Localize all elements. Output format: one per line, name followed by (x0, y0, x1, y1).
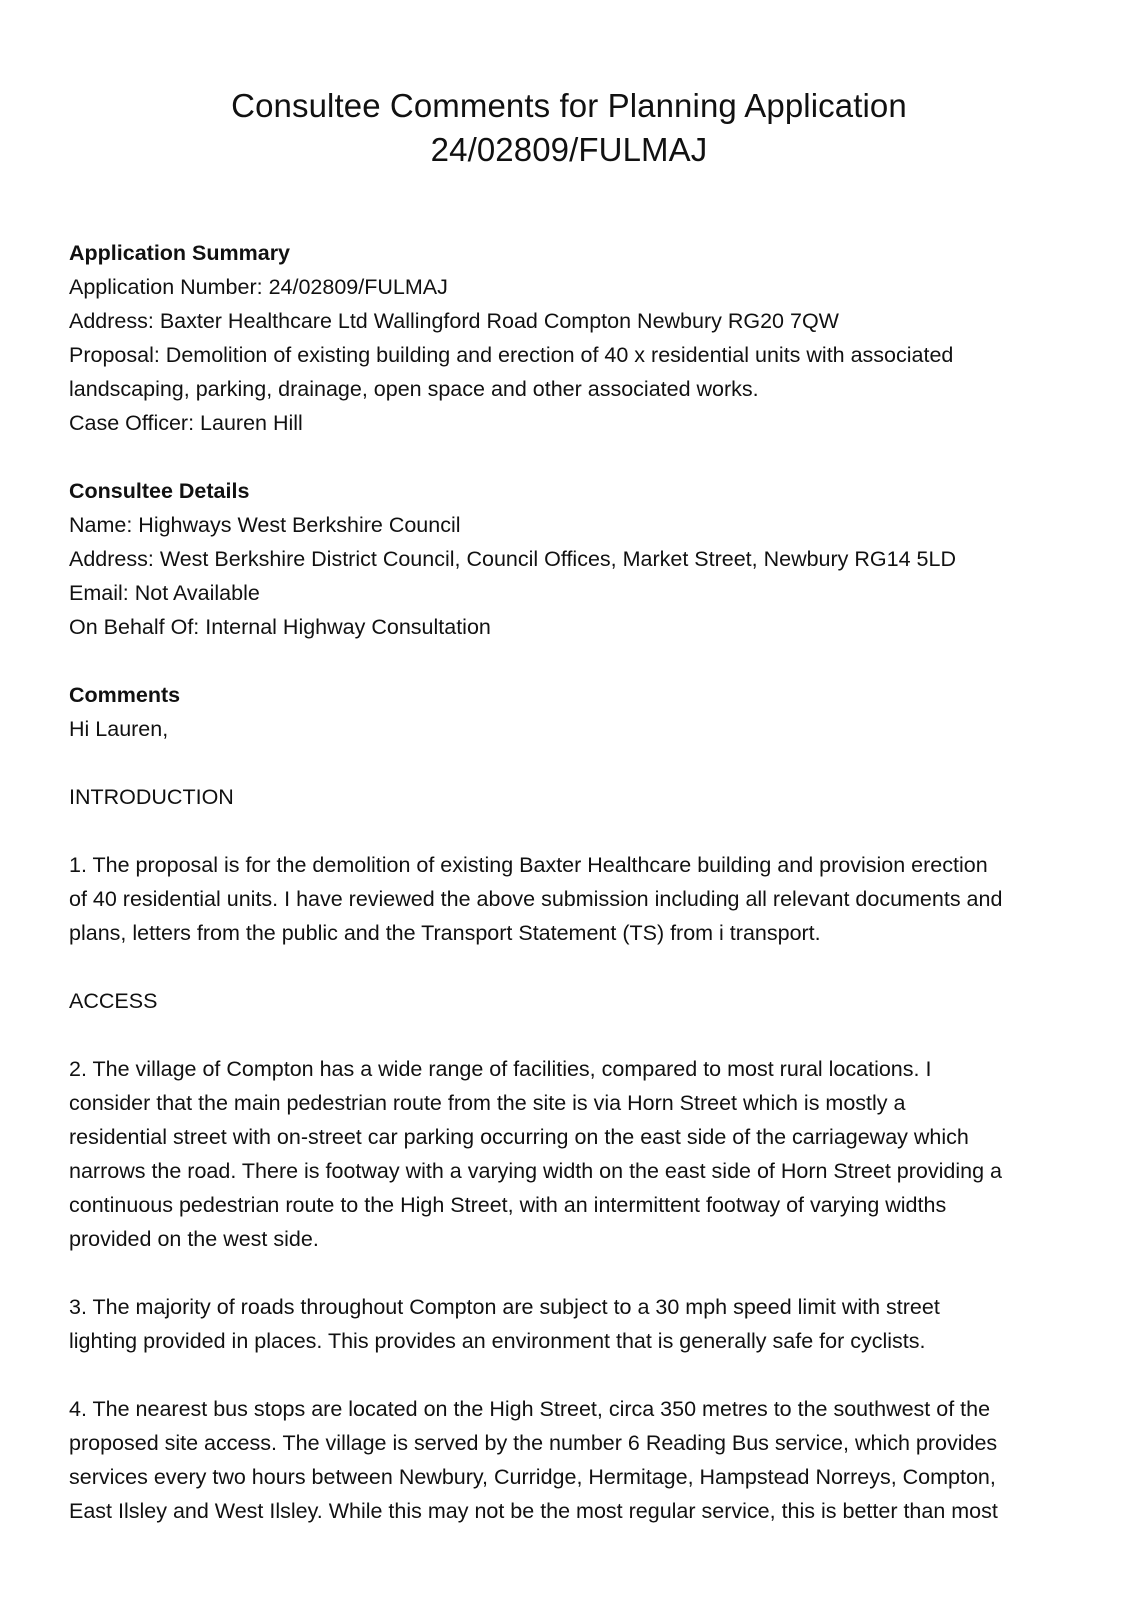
greeting: Hi Lauren, (69, 717, 169, 741)
proposal-line-1: Proposal: Demolition of existing building and erection of 40 x residential units with associated (69, 343, 954, 367)
paragraph-2-line: consider that the main pedestrian route from the site is via Horn Street which is mostly a (69, 1091, 906, 1115)
application-number: Application Number: 24/02809/FULMAJ (69, 275, 448, 299)
consultee-name: Name: Highways West Berkshire Council (69, 513, 461, 537)
paragraph-2-line: 2. The village of Compton has a wide range of facilities, compared to most rural locations. I (69, 1057, 932, 1081)
consultee-details-heading: Consultee Details (69, 479, 250, 503)
paragraph-2 (69, 1052, 1069, 1256)
paragraph-2-line: provided on the west side. (69, 1227, 319, 1251)
paragraph-2-line: residential street with on-street car parking occurring on the east side of the carriageway which (69, 1125, 969, 1149)
access-heading: ACCESS (69, 989, 158, 1013)
title-line-2: 24/02809/FULMAJ (430, 131, 708, 168)
title-line-1: Consultee Comments for Planning Application (231, 87, 907, 124)
paragraph-2-line: narrows the road. There is footway with a varying width on the east side of Horn Street providing a (69, 1159, 1002, 1183)
application-summary-heading: Application Summary (69, 241, 291, 265)
application-address: Address: Baxter Healthcare Ltd Wallingford Road Compton Newbury RG20 7QW (69, 309, 839, 333)
comments-section (69, 678, 1069, 1528)
page-title (69, 84, 1069, 172)
paragraph-4 (69, 1392, 1069, 1528)
consultee-address: Address: West Berkshire District Council, Council Offices, Market Street, Newbury RG14 5LD (69, 547, 956, 571)
paragraph-3-line: lighting provided in places. This provides an environment that is generally safe for cyclists. (69, 1329, 926, 1353)
consultee-email: Email: Not Available (69, 581, 260, 605)
case-officer: Case Officer: Lauren Hill (69, 411, 303, 435)
paragraph-1-line: of 40 residential units. I have reviewed the above submission including all relevant documents and (69, 887, 1003, 911)
introduction-heading: INTRODUCTION (69, 785, 234, 809)
paragraph-4-line: services every two hours between Newbury, Curridge, Hermitage, Hampstead Norreys, Compton, (69, 1465, 996, 1489)
consultee-details-section (69, 474, 1069, 644)
paragraph-4-line: East Ilsley and West Ilsley. While this may not be the most regular service, this is better than most (69, 1499, 998, 1523)
paragraph-2-line: continuous pedestrian route to the High Street, with an intermittent footway of varying widths (69, 1193, 947, 1217)
document-page (69, 84, 1069, 1528)
paragraph-3 (69, 1290, 1069, 1358)
paragraph-1-line: 1. The proposal is for the demolition of existing Baxter Healthcare building and provision erection (69, 853, 988, 877)
paragraph-4-line: 4. The nearest bus stops are located on the High Street, circa 350 metres to the southwest of the (69, 1397, 991, 1421)
consultee-on-behalf-of: On Behalf Of: Internal Highway Consultation (69, 615, 491, 639)
paragraph-1 (69, 848, 1069, 950)
paragraph-3-line: 3. The majority of roads throughout Compton are subject to a 30 mph speed limit with street (69, 1295, 940, 1319)
comments-heading: Comments (69, 683, 181, 707)
application-summary-section (69, 236, 1069, 440)
paragraph-1-line: plans, letters from the public and the Transport Statement (TS) from i transport. (69, 921, 821, 945)
paragraph-4-line: proposed site access. The village is served by the number 6 Reading Bus service, which provides (69, 1431, 998, 1455)
proposal-line-2: landscaping, parking, drainage, open space and other associated works. (69, 377, 759, 401)
